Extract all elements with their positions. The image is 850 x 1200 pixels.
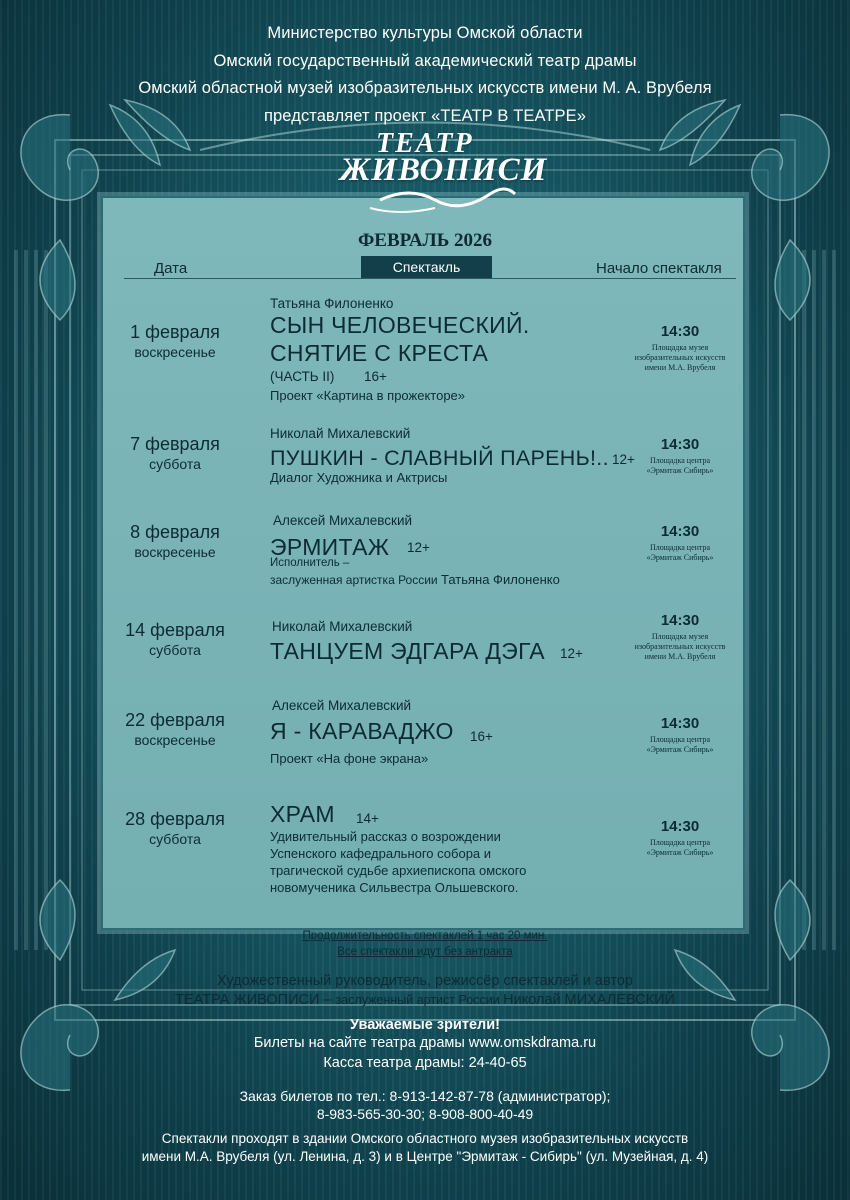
event-title-line-2: СНЯТИЕ С КРЕСТА [270,340,489,366]
event-day: 7 февраля [130,434,220,454]
duration-text: Продолжительность спектаклей 1 час 20 мин. [302,930,548,942]
column-date: Дата [154,260,188,277]
venue-line: имени М.А. Врубеля [644,363,716,372]
event-day: 8 февраля [130,522,220,542]
location-line-2: имени М.А. Врубеля (ул. Ленина, д. 3) и в Центре "Эрмитаж - Сибирь" (ул. Музейная, д. 4) [141,1149,709,1164]
event-time: 14:30 [660,436,700,453]
event-date-5 [90,710,260,748]
venue-line: изобразительных искусств [634,642,726,651]
event-weekday: воскресенье [134,344,216,360]
event-title: СЫН ЧЕЛОВЕЧЕСКИЙ. [270,312,530,338]
event-time: 14:30 [660,323,700,340]
event-performer-label: Исполнитель – [270,557,350,569]
event-venue [615,343,745,373]
description-line: Успенского кафедрального собора и [270,846,492,861]
event-date-4 [90,620,260,658]
event-time: 14:30 [660,818,700,835]
event-description [270,828,570,896]
event-time: 14:30 [660,715,700,732]
tickets-phones-2: 8-983-565-30-30; 8-908-800-40-49 [316,1106,534,1122]
event-title: Я - КАРАВАДЖО [270,718,454,744]
header-ministry: Министерство культуры Омской области [267,24,583,42]
logo-word-2: ЖИВОПИСИ [340,152,548,188]
location-line-1: Спектакли проходят в здании Омского областного музея изобразительных искусств [161,1131,689,1146]
event-title: ПУШКИН - СЛАВНЫЙ ПАРЕНЬ!.. [270,446,609,470]
event-time: 14:30 [660,523,700,540]
logo-swirl-icon [340,128,530,218]
duration-note [0,930,850,942]
event-venue [615,543,745,563]
venue-line: Площадка центра [649,543,711,552]
header-theatre: Омский государственный академический театр драмы [213,52,637,70]
event-author: Татьяна Филоненко [270,296,394,311]
event-weekday: суббота [149,456,201,472]
description-line: трагической судьбе архиепископа омского [270,863,527,878]
event-venue [615,838,745,858]
event-project: Проект «На фоне экрана» [270,751,429,766]
column-rule [124,278,736,279]
event-author: Алексей Михалевский [273,513,413,528]
venue-line: изобразительных искусств [634,353,726,362]
event-title: ХРАМ [270,801,335,827]
event-weekday: суббота [149,642,201,658]
intermission-note [0,946,850,958]
venue-line: Площадка центра [649,838,711,847]
age-rating: 16+ [470,729,493,744]
theatre-of-painting-logo [340,128,548,218]
event-date-2 [90,434,260,472]
venue-line: Площадка музея [651,632,709,641]
credits-line-2 [0,992,850,1008]
venue-line: Площадка музея [651,343,709,352]
age-rating: 12+ [407,540,430,555]
tickets-box-office: Касса театра драмы: 24-40-65 [323,1055,527,1071]
event-venue [615,735,745,755]
credits-line-1: Художественный руководитель, режиссёр спектаклей и автор [217,973,633,989]
event-time: 14:30 [660,612,700,629]
event-date-1 [90,322,260,360]
column-show: Спектакль [361,256,492,278]
event-weekday: воскресенье [134,732,216,748]
venue-line: Площадка центра [649,735,711,744]
event-venue [615,632,745,662]
event-weekday: воскресенье [134,544,216,560]
venue-line: «Эрмитаж Сибирь» [646,466,714,475]
credits-title: заслуженный артист России [335,993,504,1007]
age-rating: 12+ [560,646,583,661]
month-title: ФЕВРАЛЬ 2026 [357,230,493,251]
credits-theatre: ТЕАТРА ЖИВОПИСИ – [175,992,336,1008]
venue-line: «Эрмитаж Сибирь» [646,848,714,857]
event-performer [270,572,560,587]
age-rating: 14+ [356,811,379,826]
age-rating: 12+ [612,452,635,467]
logo-word-1: ТЕАТР [376,128,474,159]
header-museum: Омский областной музей изобразительных искусств имени М. А. Врубеля [138,79,712,97]
venue-line: «Эрмитаж Сибирь» [646,745,714,754]
event-author: Алексей Михалевский [272,698,412,713]
event-subtitle: Диалог Художника и Актрисы [270,470,448,485]
tickets-website: Билеты на сайте театра драмы www.omskdrama.ru [253,1035,597,1051]
event-title: ТАНЦУЕМ ЭДГАРА ДЭГА [270,638,545,664]
event-author: Николай Михалевский [270,426,411,441]
event-title: ЭРМИТАЖ [270,534,390,560]
event-day: 28 февраля [125,809,225,829]
venue-line: имени М.А. Врубеля [644,652,716,661]
venue-line: Площадка центра [649,456,711,465]
event-author: Николай Михалевский [272,619,413,634]
event-project: Проект «Картина в прожекторе» [270,388,466,403]
event-day: 1 февраля [130,322,220,342]
header-project: представляет проект «ТЕАТР В ТЕАТРЕ» [264,107,586,125]
event-weekday: суббота [149,831,201,847]
credits-name: Николай МИХАЛЕВСКИЙ [503,992,675,1008]
event-venue [615,456,745,476]
event-day: 14 февраля [125,620,225,640]
age-rating: 16+ [364,369,387,384]
description-line: новомученика Сильвестра Ольшевского. [270,880,519,895]
tickets-phones-1: Заказ билетов по тел.: 8-913-142-87-78 (администратор); [239,1088,611,1104]
event-date-6 [90,809,260,847]
event-date-3 [90,522,260,560]
intermission-text: Все спектакли идут без антракта [337,946,513,958]
performer-title: заслуженная артистка России [270,573,441,587]
tickets-greeting: Уважаемые зрители! [350,1017,500,1033]
venue-line: «Эрмитаж Сибирь» [646,553,714,562]
performer-name: Татьяна Филоненко [440,572,560,587]
event-part: (ЧАСТЬ II) [270,369,335,384]
column-start: Начало спектакля [596,260,722,277]
description-line: Удивительный рассказ о возрождении [270,829,501,844]
event-day: 22 февраля [125,710,225,730]
